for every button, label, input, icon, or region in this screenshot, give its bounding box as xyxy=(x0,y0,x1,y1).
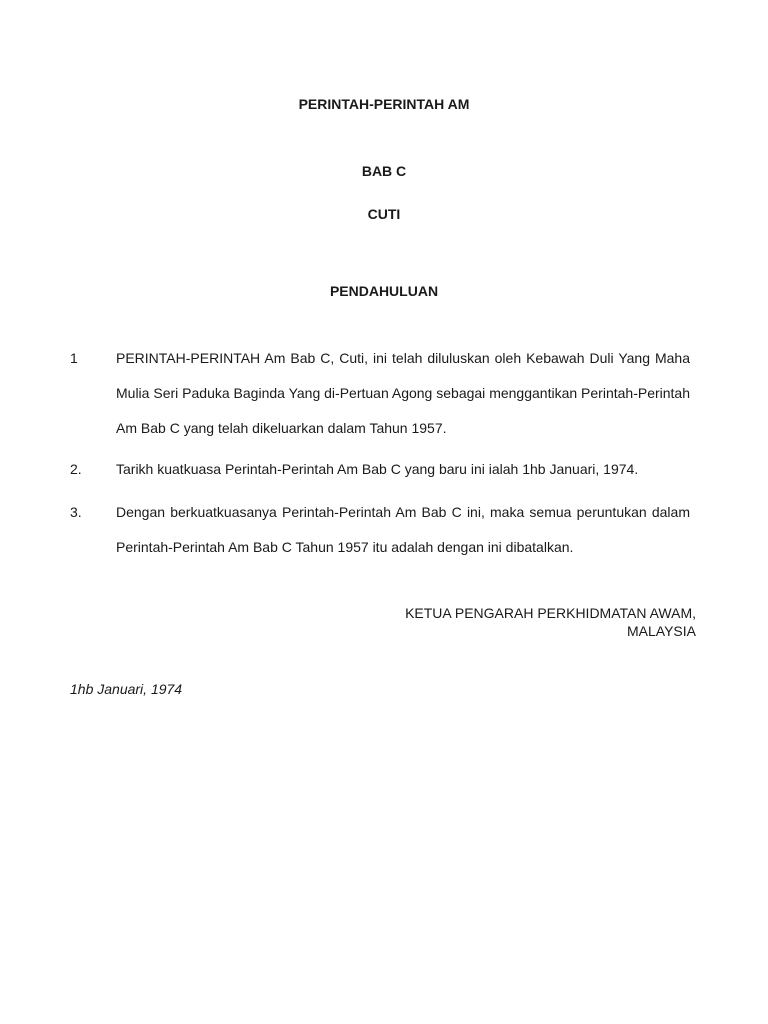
chapter-label: BAB C xyxy=(361,163,407,179)
signatory-title: KETUA PENGARAH PERKHIDMATAN AWAM, xyxy=(405,605,696,621)
paragraph-text: Tarikh kuatkuasa Perintah-Perintah Am Bab C yang baru ini ialah 1hb Januari, 1974. xyxy=(116,461,639,477)
section-heading: PENDAHULUAN xyxy=(329,283,439,299)
signatory-block xyxy=(405,604,696,640)
document-title: PERINTAH-PERINTAH AM xyxy=(298,96,470,112)
paragraph-text: Dengan berkuatkuasanya Perintah-Perintah Am Bab C ini, maka semua peruntukan dalam Perintah-Perintah Am Bab C Tahun 1957 itu adalah dengan ini dibatalkan. xyxy=(116,504,690,555)
paragraph-number: 3. xyxy=(70,504,82,520)
chapter-subject: CUTI xyxy=(367,206,401,222)
paragraph-text: PERINTAH-PERINTAH Am Bab C, Cuti, ini telah diluluskan oleh Kebawah Duli Yang Maha Mulia Seri Paduka Baginda Yang di-Pertuan Agong sebagai menggantikan Perintah-Perintah Am Bab C yang telah dikeluarkan dalam Tahun 1957. xyxy=(116,350,690,436)
document-date: 1hb Januari, 1974 xyxy=(70,681,183,697)
paragraph-number: 1 xyxy=(70,350,78,366)
paragraph-number: 2. xyxy=(70,461,82,477)
signatory-country: MALAYSIA xyxy=(627,623,696,639)
